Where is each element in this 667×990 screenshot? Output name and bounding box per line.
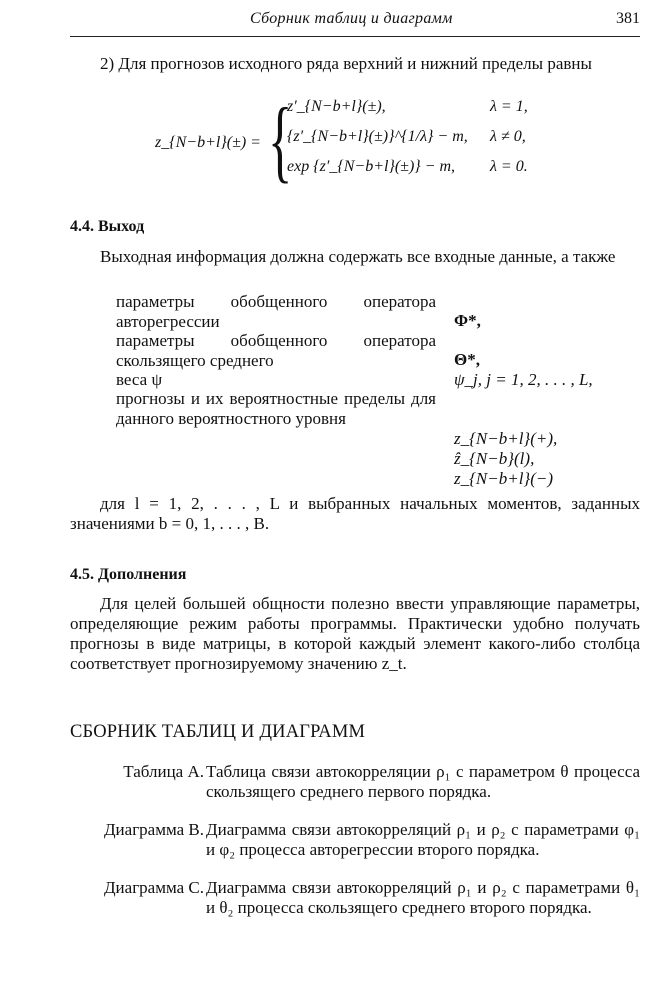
output-item-3-symbol: ψ_j, j = 1, 2, . . . , L, [454, 370, 593, 389]
output-item-4-symbol-forecast: ẑ_{N−b}(l), [454, 449, 535, 468]
collection-title: СБОРНИК ТАБЛИЦ И ДИАГРАММ [70, 722, 366, 742]
entry-text: Таблица связи автокорреляции ρ₁ с параметром θ процесса скользящего среднего первого порядка. [206, 762, 640, 801]
formula-case-1-expr: z′_{N−b+l}(±), [287, 98, 386, 115]
section-4-5-paragraph: Для целей большей общности полезно ввести управляющие параметры, определяющие режим работы программы. Практически удобно получать прогнозы в виде матрицы, в которой каждый элемент какого-либо столбца соответствует прогнозируемому значению z_t. [70, 594, 640, 673]
output-item-3-desc: веса ψ [116, 370, 163, 389]
entry-label: Диаграмма B. [103, 820, 204, 839]
running-header [70, 8, 640, 34]
output-item-1-desc: параметры обобщенного оператора авторегрессии [116, 292, 436, 331]
section-4-4-closing: для l = 1, 2, . . . , L и выбранных начальных моментов, заданных значениями b = 0, 1, . . . , B. [70, 494, 640, 533]
entry-label: Диаграмма C. [103, 878, 204, 897]
item-2-paragraph: 2) Для прогнозов исходного ряда верхний и нижний пределы равны [100, 54, 592, 73]
formula-case-2-cond: λ ≠ 0, [490, 128, 526, 145]
entry-label: Таблица A. [123, 762, 204, 781]
formula-case-3-expr: exp {z′_{N−b+l}(±)} − m, [287, 158, 456, 175]
formula-case-3-cond: λ = 0. [490, 158, 528, 175]
section-4-4-heading: 4.4. Выход [70, 218, 145, 235]
formula-case-1-cond: λ = 1, [490, 98, 528, 115]
section-4-4-intro: Выходная информация должна содержать все входные данные, а также [100, 247, 616, 266]
output-item-2-desc: параметры обобщенного оператора скользящего среднего [116, 331, 436, 370]
output-item-4-symbol-upper: z_{N−b+l}(+), [454, 429, 558, 448]
formula-lhs: z_{N−b+l}(±) = [155, 134, 261, 151]
page-number: 381 [616, 10, 640, 27]
output-item-4-desc: прогнозы и их вероятностные пределы для данного вероятностного уровня [116, 389, 436, 428]
header-rule [70, 36, 640, 37]
entry-text: Диаграмма связи автокорреляций ρ₁ и ρ₂ с параметрами θ₁ и θ₂ процесса скользящего среднего второго порядка. [206, 878, 640, 917]
cases-brace: { [268, 89, 293, 191]
output-item-1-symbol: Φ*, [454, 311, 481, 330]
forecast-limits-formula [150, 89, 610, 191]
formula-case-2-expr: {z′_{N−b+l}(±)}^{1/λ} − m, [287, 128, 468, 145]
section-4-5-heading: 4.5. Дополнения [70, 566, 187, 583]
running-title: Сборник таблиц и диаграмм [250, 10, 453, 27]
entry-text: Диаграмма связи автокорреляций ρ₁ и ρ₂ с параметрами φ₁ и φ₂ процесса авторегрессии второго порядка. [206, 820, 640, 859]
output-item-4-symbol-lower: z_{N−b+l}(−) [454, 469, 554, 488]
output-item-2-symbol: Θ*, [454, 350, 480, 369]
